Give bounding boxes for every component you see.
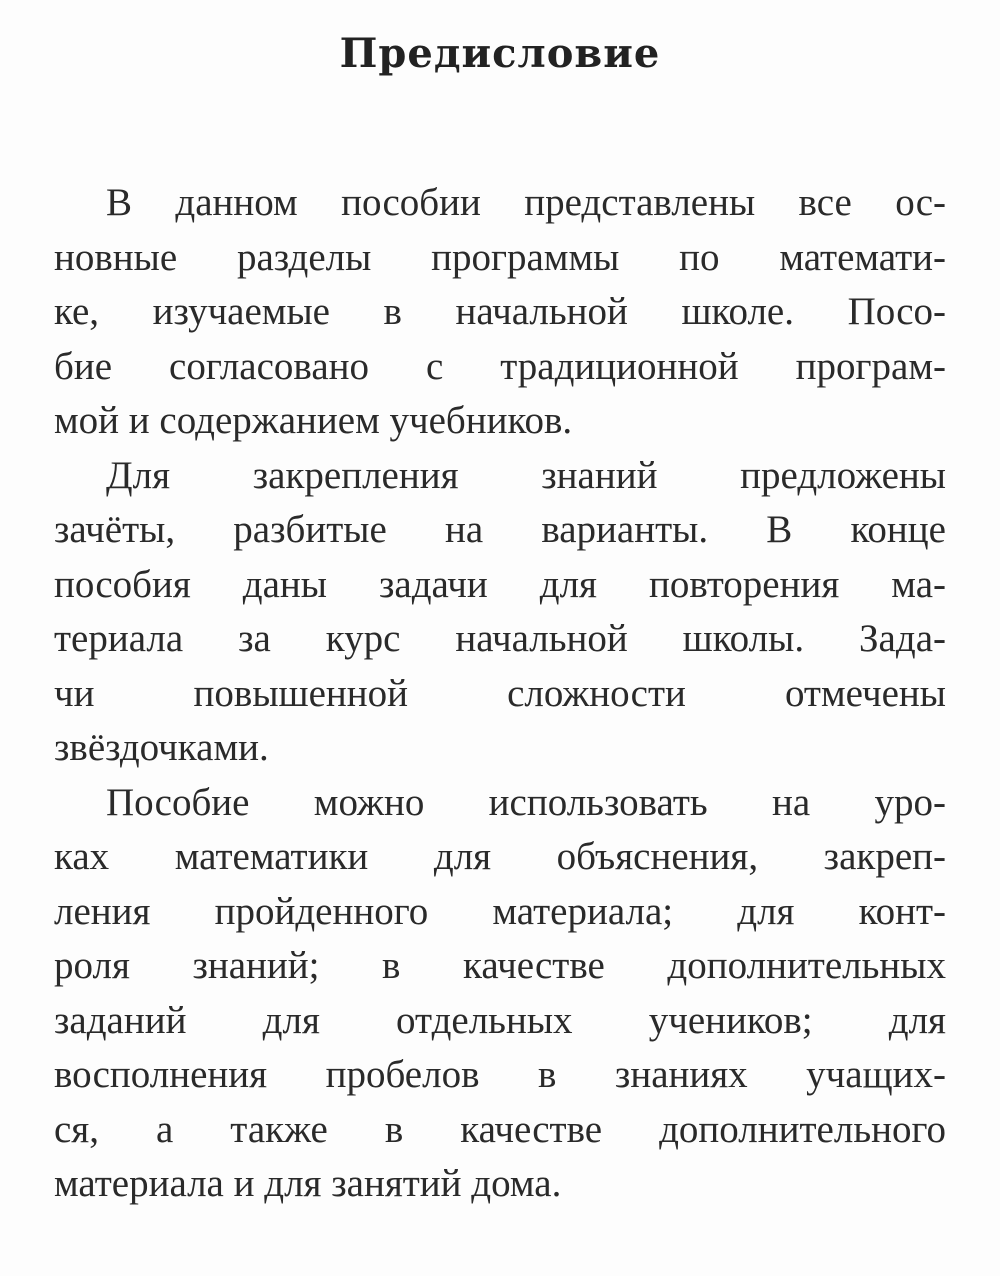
paragraph-2-line-1: Для закрепления знаний предложены	[106, 453, 946, 497]
paragraph-3-line-7: ся, а также в качестве дополнительного	[54, 1107, 946, 1151]
paragraph-1-line-3: ке, изучаемые в начальной школе. Посо-	[54, 290, 946, 333]
paragraph-1-line-5: мой и содержанием учебников.	[54, 399, 573, 442]
paragraph-2-line-2: зачёты, разбитые на варианты. В конце	[54, 508, 946, 551]
paragraph-3-line-6: восполнения пробелов в знаниях учащих-	[54, 1053, 946, 1096]
paragraph-2-line-4: териала за курс начальной школы. Зада-	[54, 617, 946, 660]
paragraph-2-line-3: пособия даны задачи для повторения ма-	[54, 562, 946, 606]
paragraph-3-line-4: роля знаний; в качестве дополнительных	[54, 944, 946, 987]
paragraph-1-line-2: новные разделы программы по математи-	[54, 235, 946, 279]
paragraph-2-line-5: чи повышенной сложности отмечены	[54, 671, 946, 715]
paragraph-1-line-1: В данном пособии представлены все ос-	[106, 181, 946, 224]
page-title: Предисловие	[339, 30, 661, 77]
paragraph-3-line-5: заданий для отдельных учеников; для	[54, 998, 946, 1042]
paragraph-3-line-2: ках математики для объяснения, закреп-	[54, 835, 946, 878]
paragraph-2-line-6: звёздочками.	[54, 726, 269, 769]
paragraph-1-line-4: бие согласовано с традиционной програм-	[54, 344, 946, 388]
paragraph-3-line-3: ления пройденного материала; для конт-	[54, 889, 946, 933]
preface-body	[54, 176, 946, 1212]
paragraph-3-line-8: материала и для занятий дома.	[54, 1162, 562, 1205]
paragraph-3-line-1: Пособие можно использовать на уро-	[106, 780, 946, 824]
